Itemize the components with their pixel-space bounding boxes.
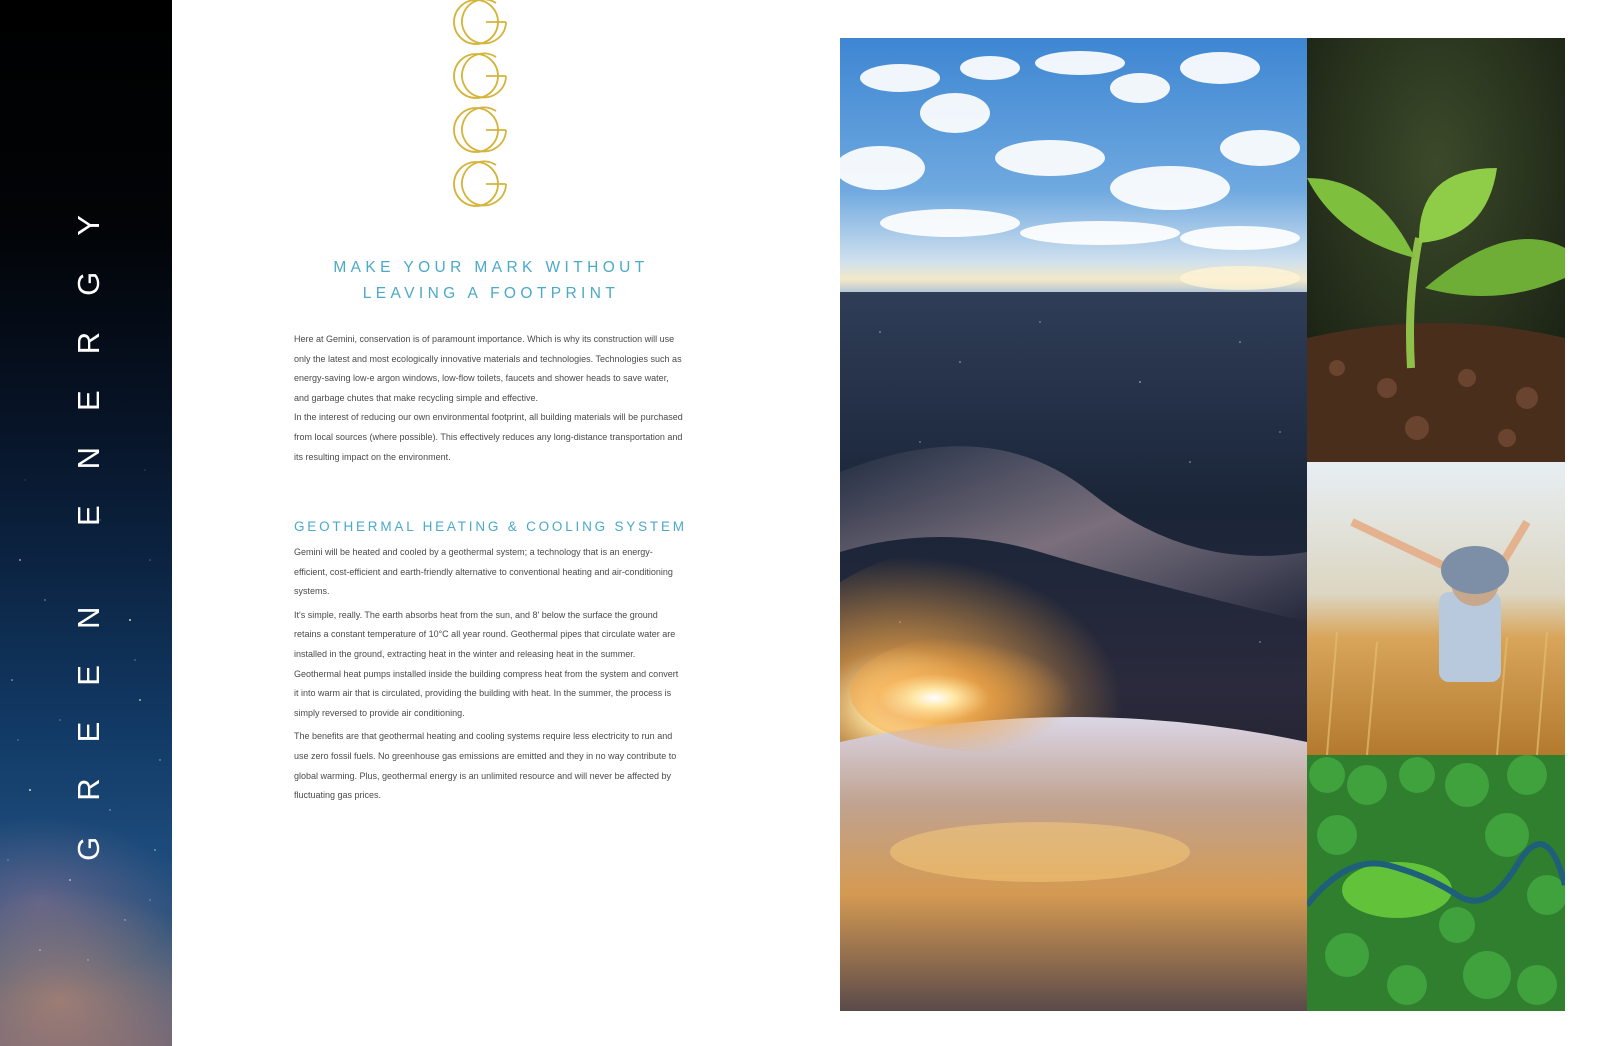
geothermal-paragraph-2: It's simple, really. The earth absorbs heat from the sun, and 8' below the surface the ground retains a constant temperature of 10°C all year round. Geothermal pipes that circulate water are installed in the ground, extracting heat in the winter and releasing heat in the summer. Geothermal heat pumps installed inside the building compress heat from the system and convert it into warm air that is circulated, providing the building with heat. In the summer, the process is simply reversed to provide air conditioning. (294, 609, 679, 718)
earth-from-space-photo (840, 292, 1307, 1011)
intro-paragraph-2: In the interest of reducing our own environmental footprint, all building materials will be purchased from local sources (where possible). This effectively reduces any long-distance transportation and its resulting impact on the environment. (294, 412, 683, 462)
seedling-photo (1307, 38, 1565, 462)
intro-heading-line2: LEAVING A FOOTPRINT (362, 285, 620, 302)
intro-heading-line1: MAKE YOUR MARK WITHOUT (333, 259, 649, 276)
geothermal-paragraph-1: Gemini will be heated and cooled by a geothermal system; a technology that is an energy-efficient, cost-efficient and earth-friendly alternative to conventional heating and air-conditioning systems. (294, 547, 673, 597)
child-in-wheat-field-photo (1307, 462, 1565, 755)
intro-body (294, 330, 684, 467)
geothermal-body (294, 543, 684, 810)
gemini-g-logo-icon (448, 0, 518, 212)
intro-paragraph-1: Here at Gemini, conservation is of paramount importance. Which is why its construction will use only the latest and most ecologically innovative materials and technologies. Technologies such as energy-saving low-e argon windows, low-flow toilets, faucets and shower heads to save water, and garbage chutes that make recycling simple and effective. (294, 334, 682, 403)
sky-clouds-photo (840, 38, 1307, 292)
aerial-forest-river-photo (1307, 755, 1565, 1011)
sidebar-night-sky (0, 0, 172, 1046)
geothermal-paragraph-3: The benefits are that geothermal heating and cooling systems require less electricity to run and use zero fossil fuels. No greenhouse gas emissions are emitted and they in no way contribute to global warming. Plus, geothermal energy is an unlimited resource and will never be affected by fluctuating gas prices. (294, 731, 677, 801)
geothermal-heading: GEOTHERMAL HEATING & COOLING SYSTEM (294, 519, 687, 534)
sidebar-title: GREEN ENERGY (71, 179, 106, 861)
intro-heading (292, 255, 690, 307)
